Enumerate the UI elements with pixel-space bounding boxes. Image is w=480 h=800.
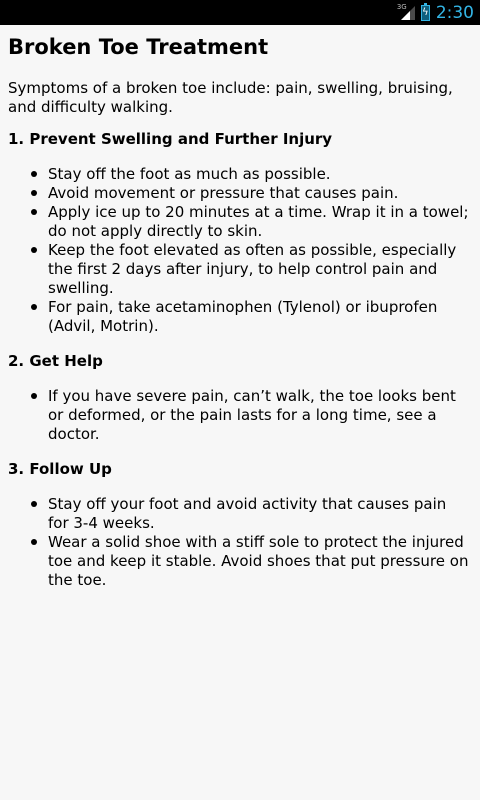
- list-item: [48, 495, 470, 533]
- bullet-icon: [31, 190, 37, 196]
- list-item-text: Apply ice up to 20 minutes at a time. Wrap it in a towel; do not apply directly to skin.: [48, 203, 469, 240]
- bullet-icon: [31, 209, 37, 215]
- section-heading-follow-up: 3. Follow Up: [8, 460, 112, 478]
- list-item: [48, 203, 470, 241]
- list-item-text: Wear a solid shoe with a stiff sole to protect the injured toe and keep it stable. Avoid shoes that put pressure on the toe.: [48, 533, 469, 589]
- bullet-icon: [31, 539, 37, 545]
- section-heading-get-help: 2. Get Help: [8, 352, 103, 370]
- article-content: [0, 25, 480, 800]
- bullet-icon: [31, 247, 37, 253]
- list-item: [48, 184, 470, 203]
- list-item: [48, 298, 470, 336]
- signal-icon: [397, 4, 415, 22]
- section-list-follow-up: [8, 495, 470, 590]
- bullet-icon: [31, 171, 37, 177]
- status-clock: 2:30: [435, 2, 474, 23]
- status-bar: [0, 0, 480, 25]
- list-item-text: Keep the foot elevated as often as possible, especially the first 2 days after injury, to help control pain and swelling.: [48, 241, 457, 297]
- list-item-text: For pain, take acetaminophen (Tylenol) or ibuprofen (Advil, Motrin).: [48, 298, 438, 335]
- list-item: [48, 533, 470, 590]
- list-item-text: If you have severe pain, can’t walk, the toe looks bent or deformed, or the pain lasts for a long time, see a doctor.: [48, 387, 456, 443]
- section-list-prevent: [8, 165, 470, 336]
- list-item-text: Stay off your foot and avoid activity that causes pain for 3-4 weeks.: [48, 495, 447, 532]
- list-item: [48, 241, 470, 298]
- section-list-get-help: [8, 387, 470, 444]
- list-item-text: Stay off the foot as much as possible.: [48, 165, 331, 183]
- section-heading-prevent: 1. Prevent Swelling and Further Injury: [8, 130, 333, 148]
- bullet-icon: [31, 501, 37, 507]
- status-icons: [397, 0, 474, 25]
- bullet-icon: [31, 393, 37, 399]
- network-type-label: 3G: [396, 2, 407, 11]
- list-item: [48, 387, 470, 444]
- list-item: [48, 165, 470, 184]
- list-item-text: Avoid movement or pressure that causes pain.: [48, 184, 399, 202]
- page-title: Broken Toe Treatment: [8, 35, 269, 59]
- battery-charging-icon: ϟ: [421, 5, 430, 21]
- bullet-icon: [31, 304, 37, 310]
- intro-text: Symptoms of a broken toe include: pain, swelling, bruising, and difficulty walking.: [8, 79, 453, 116]
